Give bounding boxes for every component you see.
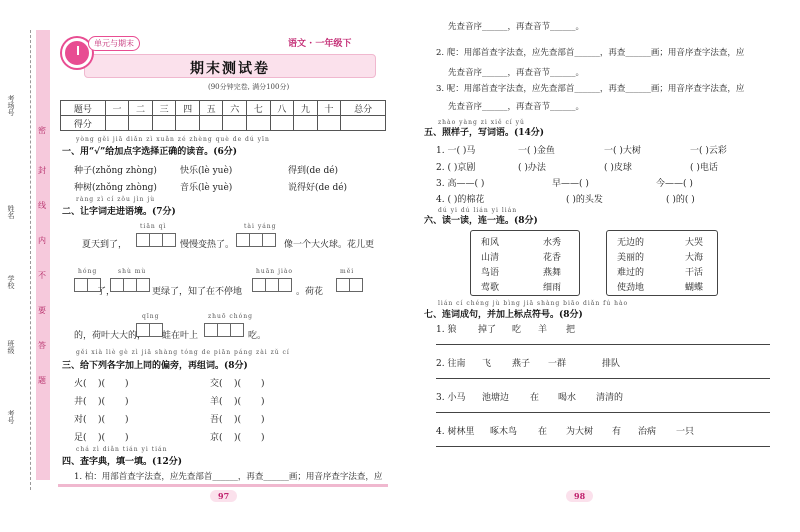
- section-title: 三、给下列各字加上同的偏旁，再组词。(8分): [62, 361, 248, 371]
- pinyin-hint: qīng: [142, 313, 160, 320]
- radical-item[interactable]: 吾( )( ): [210, 415, 265, 425]
- word-chip: 2. 往南: [436, 359, 466, 369]
- pinyin-hint: tài yáng: [244, 223, 277, 230]
- choice-item[interactable]: 种树(zhǒng zhòng): [74, 183, 157, 193]
- base-char: 羊: [210, 397, 220, 407]
- writing-grid[interactable]: [136, 233, 175, 247]
- fill-item[interactable]: ( )皮球: [604, 163, 632, 173]
- base-char: 京: [210, 433, 220, 443]
- section-title: 七、连词成句，并加上标点符号。(8分): [424, 310, 583, 320]
- writing-grid[interactable]: [204, 323, 243, 337]
- pinyin-hint: shù mù: [118, 268, 147, 275]
- fill-item[interactable]: 早——( ): [552, 179, 589, 189]
- match-word[interactable]: 山清: [481, 253, 500, 263]
- choice-item[interactable]: 快乐(lè yuè): [180, 166, 233, 176]
- match-word[interactable]: 干活: [685, 268, 704, 278]
- match-word[interactable]: 和风: [481, 238, 500, 248]
- choice-item[interactable]: 种子(zhǒng zhòng): [74, 166, 157, 176]
- radical-item[interactable]: 交( )( ): [210, 379, 265, 389]
- score-cell[interactable]: [317, 116, 341, 131]
- binding-label: 学校: [7, 275, 15, 289]
- radical-item[interactable]: 京( )( ): [210, 433, 265, 443]
- match-word[interactable]: 燕舞: [543, 268, 562, 278]
- passage-text: 了，: [97, 287, 116, 297]
- passage-text: 慢慢变热了。: [180, 240, 235, 250]
- title-banner: [84, 54, 376, 78]
- passage-text: 。荷花: [296, 287, 324, 297]
- question-text[interactable]: 2. 爬：用部首查字法查，应先查部首______，再查______画；用音序查字法查，应: [436, 48, 745, 58]
- base-char: 井: [74, 397, 84, 407]
- pinyin-hint: lián cí chéng jù bìng jiā shàng biāo diǎn fú hào: [438, 300, 629, 307]
- choice-item[interactable]: 音乐(lè yuè): [180, 183, 233, 193]
- radical-item[interactable]: 井( )( ): [74, 397, 129, 407]
- fill-item[interactable]: 2. ( )京剧: [436, 163, 476, 173]
- seal-char: 要: [38, 306, 46, 315]
- pinyin-hint: zhuō chóng: [208, 313, 253, 320]
- base-char: 对: [74, 415, 84, 425]
- passage-text: 的，荷叶大大的，: [74, 331, 147, 341]
- seal-char: 线: [38, 201, 46, 210]
- match-box: [606, 230, 718, 296]
- match-word[interactable]: 无边的: [617, 238, 645, 248]
- score-table: [60, 100, 386, 131]
- word-chip: 3. 小马: [436, 393, 466, 403]
- passage-text: 吃。: [248, 331, 267, 341]
- word-chip: 一只: [676, 427, 695, 437]
- word-chip: 吃: [512, 325, 522, 335]
- base-char: 火: [74, 379, 84, 389]
- base-char: 足: [74, 433, 84, 443]
- table-cell: 三: [152, 101, 176, 116]
- word-chip: 1. 狼: [436, 325, 457, 335]
- match-word[interactable]: 大哭: [685, 238, 704, 248]
- section-title: 五、照样子，写词语。(14分): [424, 128, 545, 138]
- passage-text: 夏天到了，: [82, 240, 128, 250]
- table-cell: 十: [317, 101, 341, 116]
- question-text[interactable]: 先查音序______，再查音节______。: [448, 68, 585, 78]
- answer-line[interactable]: [436, 446, 770, 447]
- seal-char: 内: [38, 236, 46, 245]
- match-word[interactable]: 大海: [685, 253, 704, 263]
- pinyin-hint: chá zì diǎn tián yi tián: [76, 446, 168, 453]
- seal-char: 答: [38, 341, 46, 350]
- exam-subtitle: (90分钟完卷, 满分100分): [208, 83, 290, 91]
- match-word[interactable]: 难过的: [617, 268, 645, 278]
- base-char: 吾: [210, 415, 220, 425]
- table-cell: 七: [247, 101, 271, 116]
- radical-item[interactable]: 对( )( ): [74, 415, 129, 425]
- word-chip: 羊: [538, 325, 548, 335]
- table-row: [61, 101, 386, 116]
- table-cell: 四: [176, 101, 200, 116]
- fill-item[interactable]: 1. 一( )马: [436, 146, 476, 156]
- base-char: 交: [210, 379, 220, 389]
- score-cell[interactable]: [341, 116, 386, 131]
- pinyin-hint: huān jiào: [256, 268, 294, 275]
- binding-label: 姓名: [7, 205, 15, 219]
- pinyin-hint: tiān qì: [140, 223, 167, 230]
- word-chip: 清清的: [596, 393, 624, 403]
- word-chip: 治病: [638, 427, 657, 437]
- seal-char: 题: [38, 376, 46, 385]
- pinyin-hint: dú yi dú lián yi lián: [438, 207, 518, 214]
- score-cell[interactable]: [152, 116, 176, 131]
- word-chip: 为大树: [566, 427, 594, 437]
- word-chip: 在: [538, 427, 548, 437]
- match-word[interactable]: 鸟语: [481, 268, 500, 278]
- passage-text: 像一个大火球。花儿更: [284, 240, 375, 250]
- radical-item[interactable]: 火( )( ): [74, 379, 129, 389]
- fill-item[interactable]: 一( )金鱼: [518, 146, 555, 156]
- word-chip: 把: [566, 325, 576, 335]
- score-cell[interactable]: [223, 116, 247, 131]
- fill-item[interactable]: 今——( ): [656, 179, 693, 189]
- word-chip: 4. 树林里: [436, 427, 475, 437]
- score-cell[interactable]: [294, 116, 318, 131]
- table-row: [61, 116, 386, 131]
- match-word[interactable]: 花香: [543, 253, 562, 263]
- binding-label: 班级: [7, 340, 15, 354]
- table-cell: 题号: [61, 101, 106, 116]
- fill-item[interactable]: ( )的( ): [666, 195, 695, 205]
- word-chip: 飞: [482, 359, 492, 369]
- match-word[interactable]: 美丽的: [617, 253, 645, 263]
- question-text[interactable]: 3. 呢：用部首查字法查，应先查部首______，再查______画；用音序查字法查，应: [436, 84, 745, 94]
- score-cell[interactable]: [247, 116, 271, 131]
- answer-line[interactable]: [436, 344, 770, 345]
- fill-item[interactable]: 一( )大树: [604, 146, 641, 156]
- answer-line[interactable]: [436, 378, 770, 379]
- section-title: 二、让字词走进语境。(7分): [62, 207, 176, 217]
- word-chip: 燕子: [512, 359, 531, 369]
- pinyin-hint: yòng gěi jiā diǎn zì xuǎn zé zhèng què de dú yīn: [76, 136, 270, 143]
- score-cell[interactable]: [270, 116, 294, 131]
- word-chip: 排队: [602, 359, 621, 369]
- fill-item[interactable]: ( )的头发: [566, 195, 603, 205]
- table-cell: 得分: [61, 116, 106, 131]
- binding-strip: [0, 0, 52, 532]
- pinyin-hint: gěi xià liè gè zì jiā shàng tóng de piān páng zài zǔ cí: [76, 349, 290, 356]
- fill-item[interactable]: 一( )云彩: [690, 146, 727, 156]
- seal-band: [36, 30, 50, 480]
- table-cell: 五: [199, 101, 223, 116]
- radical-item[interactable]: 足( )( ): [74, 433, 129, 443]
- table-cell: 六: [223, 101, 247, 116]
- passage-text: 蛙在叶上: [162, 331, 199, 341]
- match-word[interactable]: 莺歌: [481, 283, 500, 293]
- table-cell: 二: [129, 101, 153, 116]
- match-word[interactable]: 细雨: [543, 283, 562, 293]
- match-word[interactable]: 水秀: [543, 238, 562, 248]
- section-title: 四、查字典，填一填。(12分): [62, 457, 183, 467]
- word-chip: 有: [612, 427, 622, 437]
- passage-text: 更绿了，知了在不停地: [152, 287, 243, 297]
- writing-grid[interactable]: [110, 278, 149, 292]
- table-cell: 一: [105, 101, 129, 116]
- score-cell[interactable]: [199, 116, 223, 131]
- question-text[interactable]: 先查音序______，再查音节______。: [448, 102, 585, 112]
- score-cell[interactable]: [176, 116, 200, 131]
- choice-item[interactable]: 说得好(de dé): [288, 183, 348, 193]
- page-number: 98: [566, 490, 593, 502]
- word-chip: 啄木鸟: [490, 427, 518, 437]
- seal-char: 封: [38, 166, 46, 175]
- unit-tag: 单元与期末: [88, 36, 140, 51]
- question-text[interactable]: 1. 柏：用部首查字法查，应先查部首______，再查______画；用音序查字法查，应: [74, 472, 383, 482]
- cut-line: [30, 30, 31, 490]
- pinyin-hint: hóng: [78, 268, 98, 275]
- section-title: 一、用“√”给加点字选择正确的读音。(6分): [62, 147, 238, 157]
- seal-char: 不: [38, 271, 46, 280]
- table-cell: 九: [294, 101, 318, 116]
- writing-grid[interactable]: [252, 278, 291, 292]
- radical-item[interactable]: 羊( )( ): [210, 397, 265, 407]
- subject-label: 语文 · 一年级下: [288, 39, 352, 49]
- match-word[interactable]: 蝴蝶: [685, 283, 704, 293]
- seal-char: 密: [38, 126, 46, 135]
- binding-label: 考场号: [7, 95, 15, 116]
- writing-grid[interactable]: [236, 233, 275, 247]
- word-chip: 在: [530, 393, 540, 403]
- table-cell: 八: [270, 101, 294, 116]
- question-text[interactable]: 先查音序______，再查音节______。: [448, 22, 585, 32]
- pinyin-hint: ràng zì cí zǒu jìn jù: [76, 196, 156, 203]
- match-box: [470, 230, 580, 296]
- fill-item[interactable]: ( )办法: [518, 163, 546, 173]
- answer-line[interactable]: [436, 412, 770, 413]
- binding-label: 考号: [7, 410, 15, 424]
- fill-item[interactable]: ( )电话: [690, 163, 718, 173]
- writing-grid[interactable]: [336, 278, 362, 292]
- pinyin-hint: měi: [340, 268, 355, 275]
- word-chip: 池塘边: [482, 393, 510, 403]
- score-cell[interactable]: [129, 116, 153, 131]
- fill-item[interactable]: 3. 高——( ): [436, 179, 485, 189]
- score-cell[interactable]: [105, 116, 129, 131]
- match-word[interactable]: 使劲地: [617, 283, 645, 293]
- word-chip: 一群: [548, 359, 567, 369]
- table-cell: 总分: [341, 101, 386, 116]
- exam-title: 期末测试卷: [190, 61, 270, 77]
- choice-item[interactable]: 得到(de dé): [288, 166, 339, 176]
- footer-bar: [58, 484, 388, 487]
- section-title: 六、读一读，连一连。(8分): [424, 216, 538, 226]
- fill-item[interactable]: 4. ( )的棉花: [436, 195, 485, 205]
- word-chip: 掉了: [478, 325, 497, 335]
- page-number: 97: [210, 490, 237, 502]
- pinyin-hint: zhào yàng zi xiě cí yǔ: [438, 119, 525, 126]
- word-chip: 喝水: [558, 393, 577, 403]
